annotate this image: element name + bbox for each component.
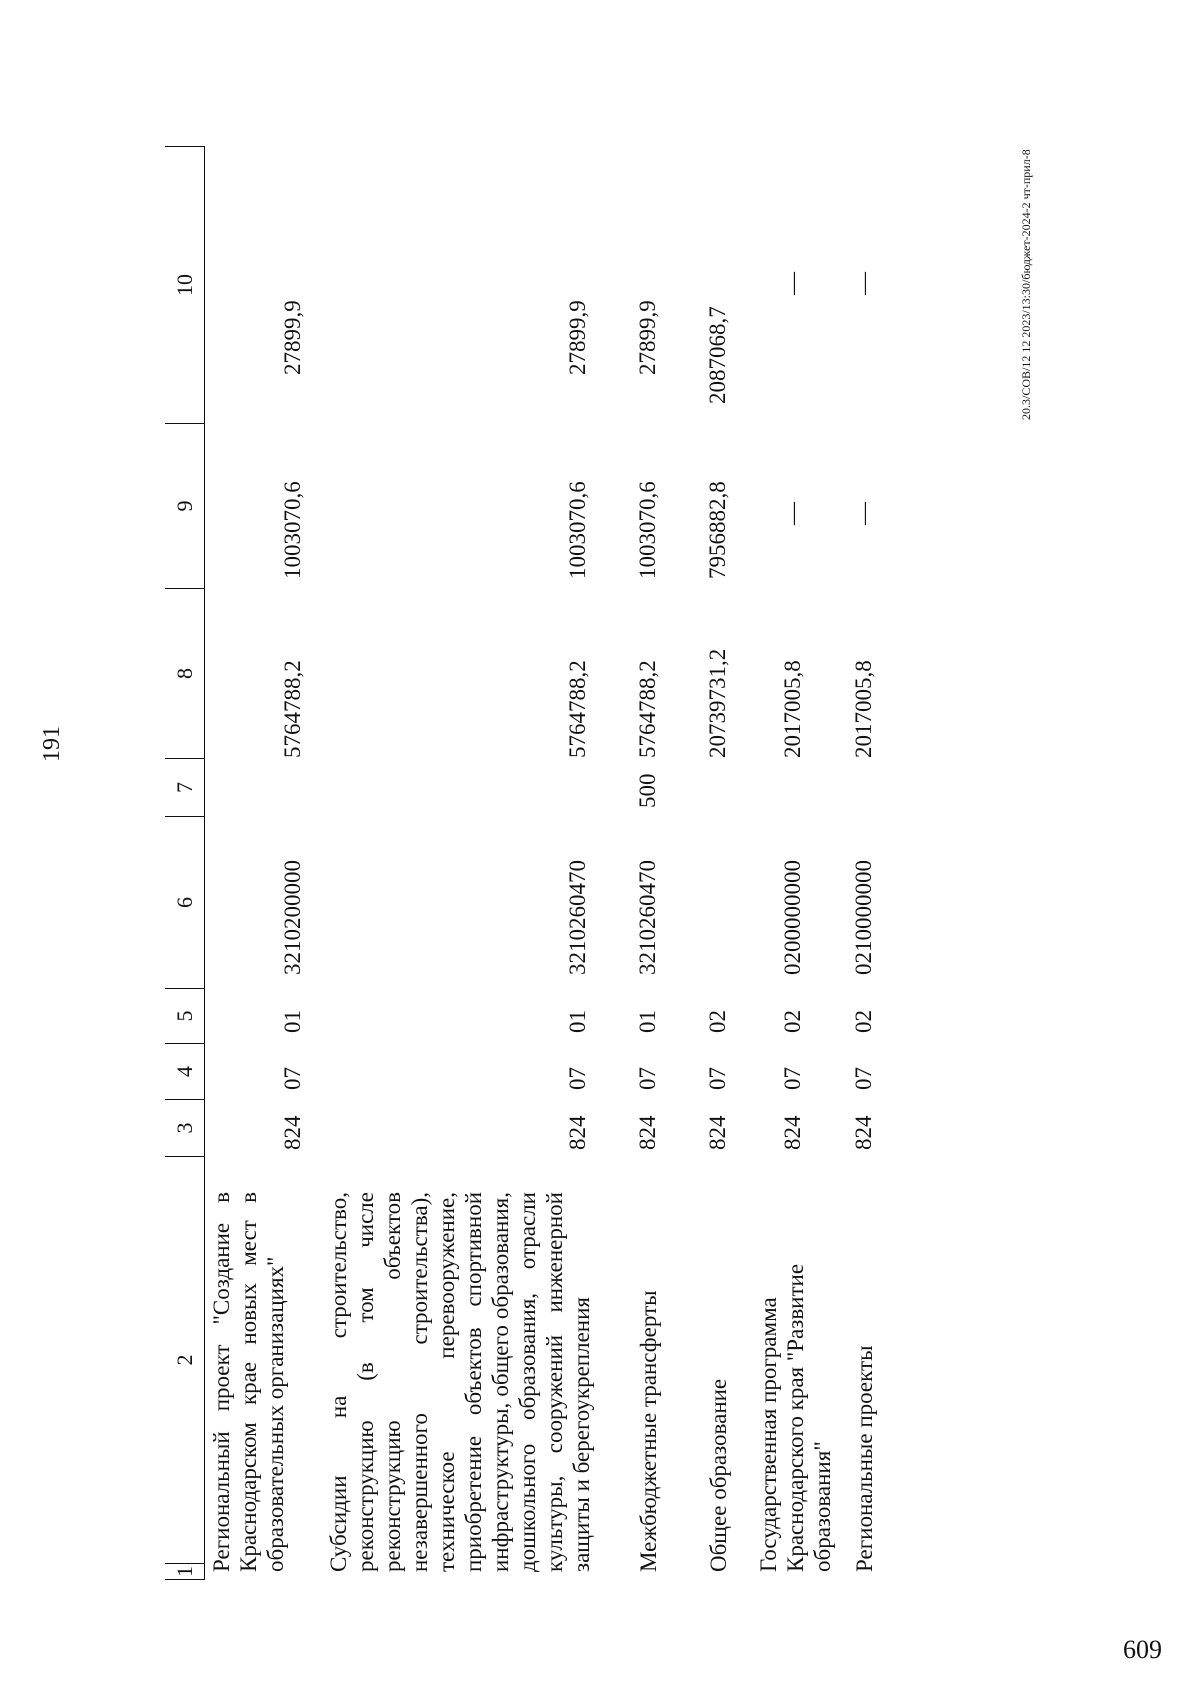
cell-c6: 3210260470 — [635, 860, 660, 975]
cell-c5: 01 — [280, 1010, 305, 1033]
cell-c6: 0200000000 — [780, 860, 805, 975]
cell-c3: 824 — [851, 1115, 876, 1150]
cell-c5: 02 — [780, 1010, 805, 1033]
cell-c4: 07 — [851, 1067, 876, 1090]
header-col-3: 3 — [165, 1099, 204, 1156]
cell-c8: 20739731,2 — [705, 648, 730, 758]
row-name: Субсидии на строительство, реконструкцию (в том числе реконструкцию объектов незавершенного строительства), техническое перевооружение, приобретение объектов спортивной инфраструктуры, общего образования, дошкольного образования, отрасли культуры, сооружений инженерной защиты и берегоукрепления — [326, 1192, 594, 1572]
row-name: Государственная программа Краснодарского края "Развитие образования" — [756, 1263, 835, 1572]
cell-c3: 824 — [565, 1115, 590, 1150]
cell-c10: — — [851, 272, 876, 295]
cell-c4: 07 — [565, 1067, 590, 1090]
header-col-9: 9 — [165, 423, 204, 588]
row-name: Межбюджетные трансферты — [636, 1290, 661, 1572]
cell-c10: 27899,9 — [635, 300, 660, 375]
header-col-10: 10 — [172, 274, 197, 296]
cell-c8: 5764788,2 — [280, 660, 305, 758]
row-name: Общее образование — [706, 1378, 731, 1572]
page-number: 191 — [39, 726, 65, 762]
cell-c8: 5764788,2 — [635, 660, 660, 758]
cell-c4: 07 — [635, 1067, 660, 1090]
cell-c4: 07 — [780, 1067, 805, 1090]
cell-c5: 01 — [565, 1010, 590, 1033]
cell-c9: 1003070,6 — [635, 481, 660, 579]
cell-c9: 1003070,6 — [280, 481, 305, 579]
header-col-2: 2 — [165, 1156, 204, 1563]
cell-c3: 824 — [280, 1115, 305, 1150]
header-col-4: 4 — [165, 1043, 204, 1099]
cell-c9: 1003070,6 — [565, 481, 590, 579]
cell-c4: 07 — [280, 1067, 305, 1090]
cell-c8: 2017005,8 — [851, 660, 876, 758]
cell-c10: 27899,9 — [280, 300, 305, 375]
cell-c3: 824 — [635, 1115, 660, 1150]
row-name: Региональные проекты — [852, 1345, 877, 1572]
row-name: Региональный проект "Создание в Краснодарском крае новых мест в образовательных организациях" — [209, 1192, 288, 1572]
cell-c4: 07 — [705, 1067, 730, 1090]
cell-c10: 2087068,7 — [705, 306, 730, 404]
header-col-5: 5 — [165, 988, 204, 1043]
table-header — [165, 146, 205, 1580]
cell-c7: 500 — [635, 773, 660, 808]
cell-c10: 27899,9 — [565, 300, 590, 375]
header-col-7: 7 — [165, 758, 204, 816]
header-col-6: 6 — [165, 816, 204, 988]
header-col-1: 1 — [165, 1563, 204, 1579]
page-footer-number: 609 — [1123, 1635, 1162, 1664]
cell-c6: 3210260470 — [565, 860, 590, 975]
cell-c6: 0210000000 — [851, 860, 876, 975]
cell-c5: 02 — [851, 1010, 876, 1033]
cell-c5: 01 — [635, 1010, 660, 1033]
footer-code: 20.3/СОВ/12 12 2023/13:30/бюджет-2024-2 чт-прил-8 — [1019, 149, 1033, 420]
cell-c9: — — [851, 502, 876, 525]
cell-c3: 824 — [705, 1115, 730, 1150]
cell-c8: 2017005,8 — [780, 660, 805, 758]
header-col-8: 8 — [165, 588, 204, 758]
cell-c5: 02 — [705, 1010, 730, 1033]
rotated-page — [39, 80, 1045, 1580]
cell-c9: — — [780, 502, 805, 525]
cell-c3: 824 — [780, 1115, 805, 1150]
cell-c8: 5764788,2 — [565, 660, 590, 758]
cell-c10: — — [780, 272, 805, 295]
cell-c6: 3210200000 — [280, 860, 305, 975]
cell-c9: 7956882,8 — [705, 481, 730, 579]
